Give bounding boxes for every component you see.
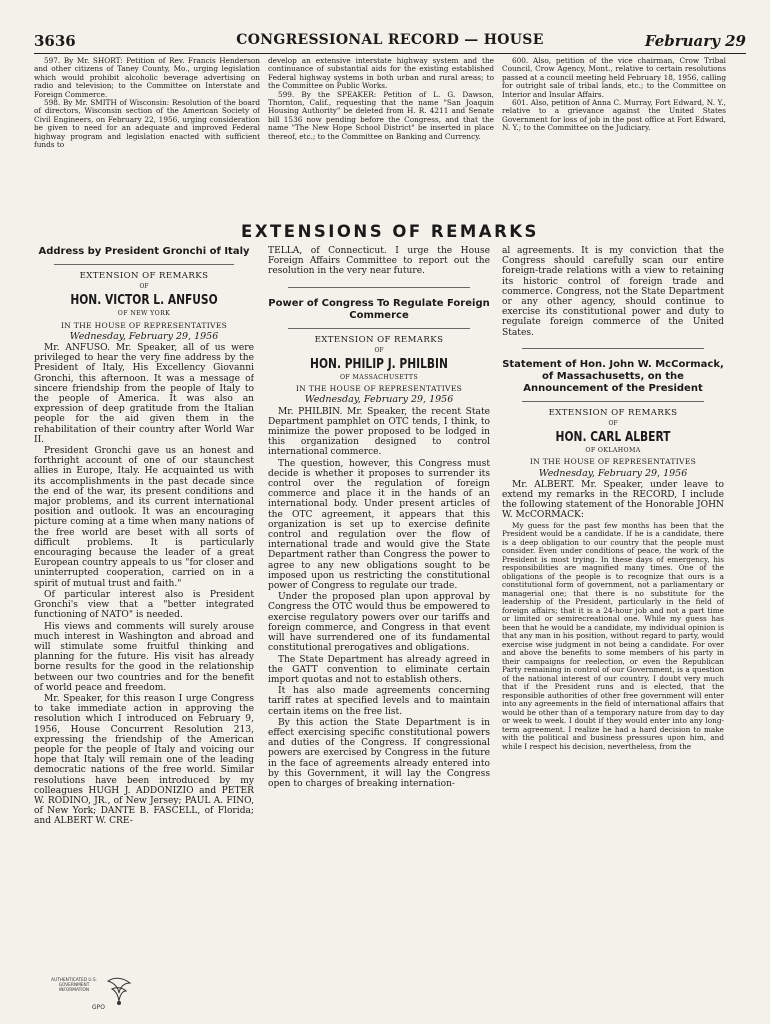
paragraph: Of particular interest also is President Gronchi's view that a "better integrated functioning of NATO" is needed. [34, 589, 254, 621]
paragraph: Mr. PHILBIN. Mr. Speaker, the recent State Department pamphlet on OTC tends, I think, to minimize the power proposed to be lodged in this organization designed to control international commerce. [268, 406, 490, 458]
petition-598-continued: develop an extensive interstate highway system and the continuance of substantial aids for the existing established Federal highway systems in both urban and rural areas; to the Committee on Public Works. [268, 57, 494, 91]
extension-subheading: EXTENSION OF REMARKS [548, 407, 678, 418]
member-state: OF OKLAHOMA [585, 447, 641, 455]
petition-598: 598. By Mr. SMITH of Wisconsin: Resolution of the board of directors, Wisconsin section of the American Society of Civil Engineers, on February 22, 1956, urging consideration be given to need for an adequate and improved Federal highway program and legislation enacted with sufficient funds to [34, 98, 260, 150]
chamber-label: IN THE HOUSE OF REPRESENTATIVES [529, 457, 697, 467]
seal-label: GPO [92, 1004, 105, 1011]
petition-601: 601. Also, petition of Anna C. Murray, Fort Edward, N. Y., relative to a grievance against the United States Government for loss of job in the post office at Fort Edward, N. Y.; to the Committee on the Judiciary. [502, 98, 726, 133]
paragraph: It has also made agreements concerning tariff rates at specified levels and to maintain certain items on the free list. [268, 686, 490, 717]
gpo-authentication-seal [46, 975, 136, 1013]
member-name: HON. CARL ALBERT [555, 430, 671, 446]
member-state: OF NEW YORK [117, 310, 171, 318]
seal-text: AUTHENTICATED U.S. GOVERNMENT INFORMATION [51, 978, 97, 993]
remarks-date: Wednesday, February 29, 1956 [304, 394, 454, 406]
paragraph: His views and comments will surely arouse much interest in Washington and abroad and will stimulate some fruitful thinking and planning for the future. His visit has already borne results for the good in the relationship between our two countries and for the benefit of world peace and freedom. [34, 621, 254, 693]
eagle-icon [104, 975, 134, 1009]
paragraph: By this action the State Department is in effect exercising specific constitutional powers and duties of the Congress. If congressional powers are exercised by Congress in the future in the face of agreements already entered into by this Government, it will lay the Congress open to charges of breaking internation- [268, 717, 490, 789]
column-anfuso [34, 246, 254, 986]
divider [522, 401, 704, 402]
column-albert [502, 246, 724, 986]
quoted-statement: My guess for the past few months has been that the President would be a candidate. If he is a candidate, there is a deep obligation to our country that the people must consider. Even under conditions of peace, the work of the President is most trying. In these days of emergency, his responsibilities are magnified many times. One of the obligations of the people is to recognize that ours is a constitutional form of government, not a parliamentary or managerial one; that there is no substitute for the leadership of the President, particularly in the field of foreign affairs; that it is a 24-hour job and not a part time or limited or semirecreational one. While my guess has been that he would be a candidate, my individual opinion is that any man in his position, without regard to party, would exercise wise judgment in not being a candidate. For over and above the benefits to some members of his party in their campaigns for reelection, or even the Republican Party remaining in control of our Government, is a question of the national interest of our country. I doubt very much that if the President runs and is elected, that the responsible authorities of other free government will enter into any agreements in the field of international affairs that would be other than of a temporary nature from day to day or week to week. I doubt if they would enter into any long-term agreement. I realize he had a hard decision to make with the political and business pressures upon him, and while I respect his decision, nevertheless, from the [502, 520, 724, 751]
petition-597: 597. By Mr. SHORT: Petition of Rev. Francis Henderson and other citizens of Taney County, Mo., urging legislation which would prohibit alcoholic beverage advertising on radio and television; to the Committee on Interstate and Foreign Commerce. [34, 57, 260, 99]
page-number: 3636 [34, 32, 76, 50]
paragraph: Mr. ANFUSO. Mr. Speaker, all of us were privileged to hear the very fine address by the President of Italy, His Excellency Giovanni Gronchi, this afternoon. It was a message of sincere friendship from the people of Italy to the people of America. It was also an expression of deep gratitude from the Italian people for the aid given them in the rehabilitation of their country after World War II. [34, 343, 254, 445]
petitions-column-2 [268, 57, 494, 217]
page-header [34, 32, 746, 54]
remarks-date: Wednesday, February 29, 1956 [69, 330, 219, 342]
divider [288, 287, 470, 288]
of-label: OF [374, 346, 384, 354]
extensions-of-remarks-title: EXTENSIONS OF REMARKS [241, 222, 539, 241]
paragraph: President Gronchi gave us an honest and forthright account of one of our staunchest allies in Europe, Italy. He acquainted us with its accomplishments in the past decade since the end of the war, its present conditions and major problems, and its current international position and outlook. It was an encouraging picture coming at a time when many nations of the free world are beset with all sorts of difficult problems. It is particularly encouraging because the leader of a great European country appeals to us "for closer and uninterrupted cooperation, carried on in a spirit of mutual trust and faith." [34, 446, 254, 589]
member-name: HON. PHILIP J. PHILBIN [310, 357, 448, 373]
of-label: OF [139, 283, 149, 291]
issue-date: February 29 [644, 32, 746, 50]
member-name: HON. VICTOR L. ANFUSO [70, 293, 218, 309]
extension-subheading: EXTENSION OF REMARKS [314, 334, 444, 345]
remarks-date: Wednesday, February 29, 1956 [538, 467, 688, 479]
paragraph: Mr. ALBERT. Mr. Speaker, under leave to extend my remarks in the RECORD, I include the following statement of the Honorable JOHN W. McCORMACK: [502, 479, 724, 521]
paragraph: Mr. Speaker, for this reason I urge Congress to take immediate action in approving the resolution which I introduced on February 9, 1956, House Concurrent Resolution 213, expressing the friendship of the American people for the people of Italy and voicing our hope that Italy will remain one of the leading democratic nations of the free world. Similar resolutions have been introduced by my colleagues HUGH J. ADDONIZIO and PETER W. RODINO, JR., of New Jersey; PAUL A. FINO, of New York; DANTE B. FASCELL, of Florida; and ALBERT W. CRE- [34, 693, 254, 827]
section-heading: Statement of Hon. John W. McCormack, of Massachusetts, on the Announcement of the President [502, 358, 724, 394]
of-label: OF [608, 420, 618, 428]
divider [522, 348, 704, 349]
petitions-column-3 [502, 57, 726, 217]
paragraph: The State Department has already agreed in the GATT convention to eliminate certain import quotas and not to establish others. [268, 654, 490, 685]
continued-text: TELLA, of Connecticut. I urge the House Foreign Affairs Committee to report out the resolution in the very near future. [268, 246, 490, 277]
extension-subheading: EXTENSION OF REMARKS [79, 271, 209, 281]
petitions-column-1 [34, 57, 260, 217]
section-heading: Address by President Gronchi of Italy [38, 246, 250, 257]
column-philbin [268, 246, 490, 986]
member-state: OF MASSACHUSETTS [339, 374, 419, 382]
petition-600: 600. Also, petition of the vice chairman, Crow Tribal Council, Crow Agency, Mont., relative to certain resolutions passed at a council meeting held February 18, 1956, calling for outright sale of tribal lands, etc.; to the Committee on Interior and Insular Affairs. [502, 57, 726, 99]
paragraph: The question, however, this Congress must decide is whether it proposes to surrender its control over the regulation of foreign commerce and place it in the hands of an international body. Under present articles of the OTC agreement, it appears that this organization is set up to exercise definite control and regulation over the flow of international trade and would give the State Department rather than Congress the power to agree to any new obligations sought to be imposed upon us restricting the constitutional power of Congress to regulate our trade. [268, 458, 490, 592]
divider [54, 264, 234, 265]
publication-title: CONGRESSIONAL RECORD — HOUSE [236, 32, 544, 48]
paragraph: Under the proposed plan upon approval by Congress the OTC would thus be empowered to exercise regulatory powers over our tariffs and foreign commerce, and Congress in that event will have surrendered one of its fundamental constitutional prerogatives and obligations. [268, 592, 490, 654]
section-heading: Power of Congress To Regulate Foreign Commerce [268, 297, 490, 321]
chamber-label: IN THE HOUSE OF REPRESENTATIVES [60, 320, 228, 330]
continued-text: al agreements. It is my conviction that the Congress should carefully scan our entire foreign-trade relations with a view to retaining its historic control of foreign trade and commerce. Congress, not the State Department or any other agency, should continue to exercise its constitutional power and duty to regulate foreign commerce of the United States. [502, 246, 724, 338]
chamber-label: IN THE HOUSE OF REPRESENTATIVES [295, 384, 463, 394]
divider [288, 328, 470, 329]
petition-599: 599. By the SPEAKER: Petition of L. G. Dawson, Thornton, Calif., requesting that the name "San Joaquin Housing Authority" be deleted from H. R. 4211 and Senate bill 1536 now pending before the Congress, and that the name "The New Hope School District" be inserted in place thereof, etc.; to the Committee on Banking and Currency. [268, 89, 494, 141]
